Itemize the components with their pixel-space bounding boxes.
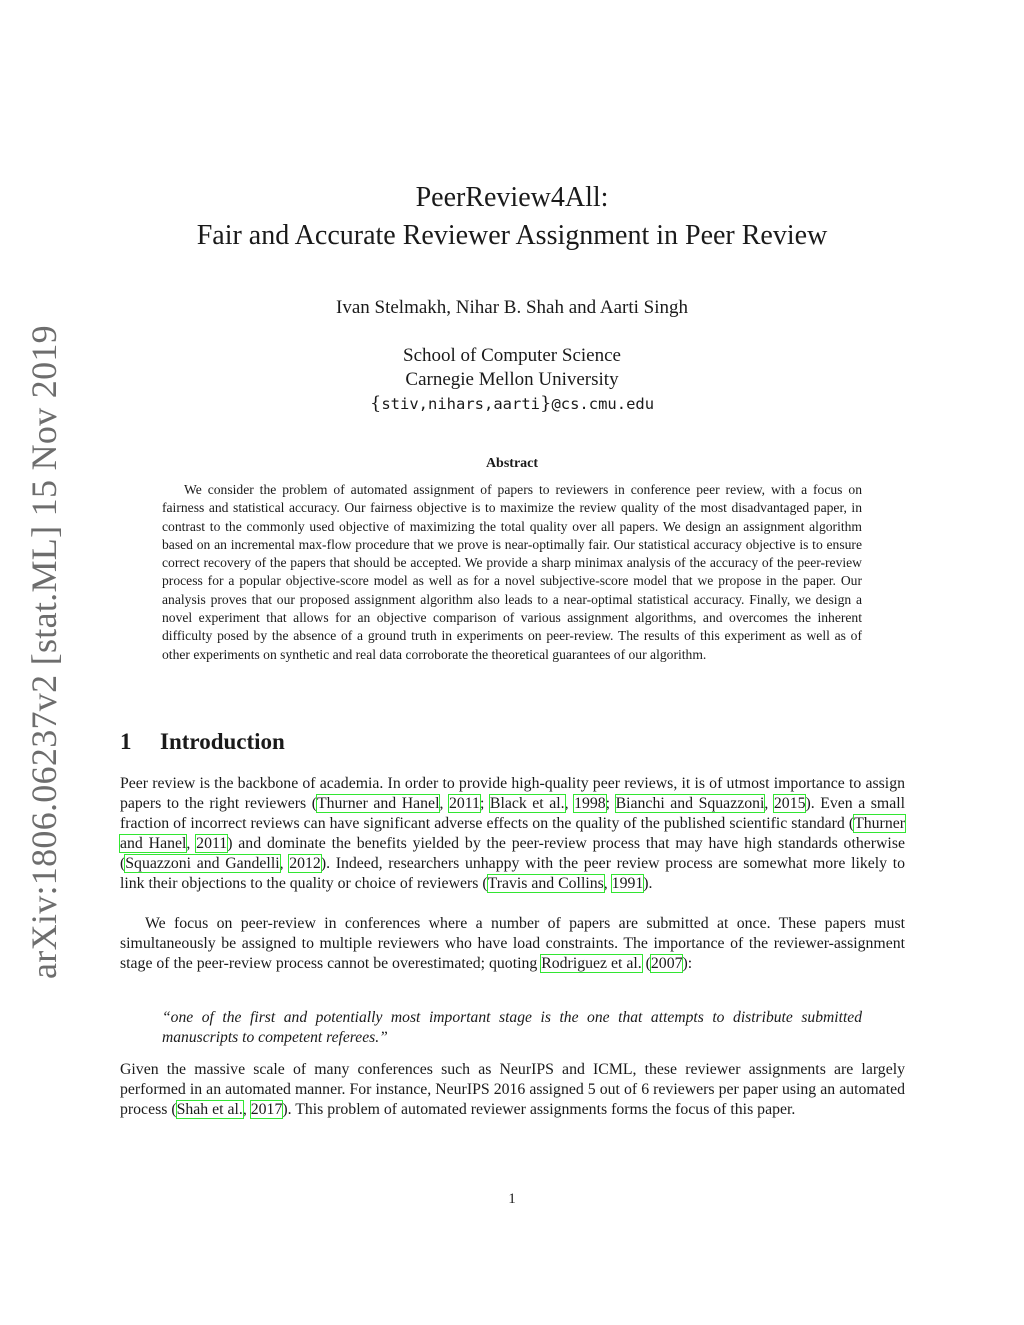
citation-link[interactable]: 2011 (196, 835, 228, 852)
email-domain: @cs.cmu.edu (551, 395, 655, 413)
paragraph-text: ). (643, 875, 653, 892)
abstract-text: We consider the problem of automated assignment of papers to reviewers in conference peer review, with a focus on fairness and statistical accuracy. Our fairness objective is to maximize the review quality of the most disadvantaged paper, in contrast to the commonly used objective of maximizing the total quality over all papers. We design an assignment algorithm based on an incremental max-flow procedure that we prove is near-optimally fair. Our statistical accuracy objective is to ensure correct recovery of the papers that should be accepted. We provide a sharp minimax analysis of the accuracy of the peer-review process for a popular objective-score model as well as for a novel subjective-score model that we propose in the paper. Our analysis proves that our proposed assignment algorithm also leads to a near-optimal statistical accuracy. Finally, we design a novel experiment that allows for an objective comparison of various assignment algorithms, and overcomes the inherent difficulty posed by the absence of a ground truth in experiments on peer-review. The results of this experiment as well as of other experiments on synthetic and real data corroborate the theoretical guarantees of our algorithm. (162, 482, 862, 662)
section-title: Introduction (160, 729, 285, 754)
paragraph-text: , (564, 795, 575, 812)
page-number: 1 (508, 1191, 516, 1207)
citation-link[interactable]: 2007 (650, 955, 683, 972)
author-list: Ivan Stelmakh, Nihar B. Shah and Aarti Singh (336, 297, 688, 318)
paragraph-text: ) and dominate the benefits yielded by the peer-review process that may have high standards otherwise ( (120, 835, 905, 872)
citation-link[interactable]: Black et al. (489, 795, 565, 812)
paragraph-text: Given the massive scale of many conferences such as NeurIPS and ICML, these reviewer assignments are largely performed in an automated manner. For instance, NeurIPS 2016 assigned 5 out of 6 reviewers per paper using an automated process ( (120, 1061, 905, 1118)
paragraph-text: , (603, 875, 612, 892)
paragraph-text: Peer review is the backbone of academia. In order to provide high-quality peer reviews, it is of utmost importance to assign papers to the right reviewers ( (120, 775, 905, 812)
citation-link[interactable]: Thurner and Hanel (316, 795, 440, 812)
paragraph-text: ; (605, 795, 616, 812)
arxiv-stamp-text: arXiv:1806.06237v2 [stat.ML] 15 Nov 2019 (24, 325, 64, 979)
citation-link[interactable]: 2011 (448, 795, 480, 812)
citation-link[interactable]: 2015 (773, 795, 806, 812)
citation-link[interactable]: 1991 (611, 875, 644, 892)
paragraph-text: ( (641, 955, 651, 972)
affiliation-school: School of Computer Science (403, 345, 621, 366)
citation-link[interactable]: Squazzoni and Gandelli (125, 855, 280, 872)
paper-title-line2: Fair and Accurate Reviewer Assignment in Peer Review (196, 220, 828, 251)
paragraph-text: ): (682, 955, 693, 972)
paragraph-text: , (186, 835, 197, 852)
email-users: stiv,nihars,aarti (381, 395, 540, 413)
citation-link[interactable]: 2012 (289, 855, 321, 872)
intro-paragraph-1 (120, 774, 905, 894)
paragraph-text: ). Indeed, researchers unhappy with the peer review process are somewhat more likely to link their objections to the quality or choice of reviewers ( (120, 855, 906, 892)
citation-link[interactable]: Bianchi and Squazzoni (615, 795, 765, 812)
paragraph-text: , (439, 795, 449, 812)
citation-link[interactable]: Rodriguez et al. (541, 955, 642, 972)
paragraph-text: ). This problem of automated reviewer assignments forms the focus of this paper. (282, 1101, 796, 1118)
abstract-heading: Abstract (485, 456, 539, 471)
paragraph-text: , (279, 855, 290, 872)
paragraph-text: ). Even a small fraction of incorrect reviews can have significant adverse effects on the quality of the published scientific standard ( (120, 795, 905, 832)
section-heading (120, 729, 285, 755)
citation-link[interactable]: Shah et al. (176, 1101, 243, 1118)
intro-paragraph-2 (120, 914, 905, 974)
author-emails (0, 392, 1024, 416)
citation-link[interactable]: Thurner and Hanel (120, 815, 905, 852)
email-brace-close: } (539, 393, 552, 414)
citation-link[interactable]: 2017 (250, 1101, 283, 1118)
paragraph-text: We focus on peer-review in conferences where a number of papers are submitted at once. These papers must simultaneously be assigned to multiple reviewers who have load constraints. The importance of the reviewer-assignment stage of the peer-review process cannot be overestimated; quoting (120, 915, 905, 972)
block-quote: “one of the first and potentially most important stage is the one that attempts to distribute submitted manuscripts to competent referees.” (162, 1009, 862, 1046)
intro-paragraph-3 (120, 1060, 905, 1120)
citation-link[interactable]: 1998 (574, 795, 606, 812)
paragraph-text: ; (479, 795, 490, 812)
paragraph-text: , (242, 1101, 251, 1118)
paragraph-text: , (764, 795, 774, 812)
paper-title-line1: PeerReview4All: (415, 182, 609, 213)
email-brace-open: { (369, 393, 382, 414)
citation-link[interactable]: Travis and Collins (487, 875, 604, 892)
section-number: 1 (120, 729, 132, 754)
affiliation-university: Carnegie Mellon University (405, 369, 619, 390)
